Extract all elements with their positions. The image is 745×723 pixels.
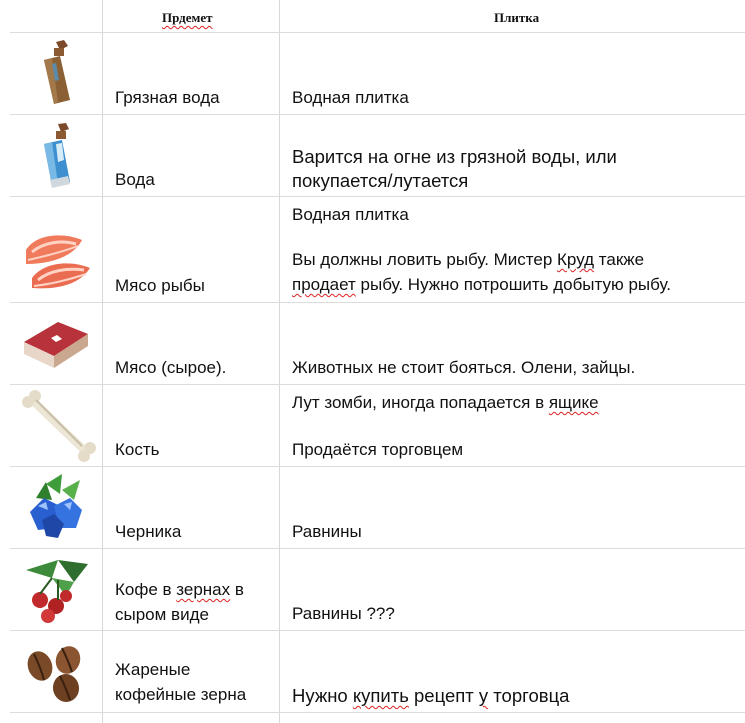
tile-description <box>292 390 737 462</box>
table-row <box>0 384 745 466</box>
item-name-line: кофейные зерна <box>115 685 247 704</box>
clean-water-bottle-icon <box>18 120 98 192</box>
table-row <box>0 302 745 384</box>
tile-description: Нужно купить рецепт у торговца <box>292 685 570 706</box>
tile-description: Животных не стоит бояться. Олени, зайцы. <box>292 358 636 377</box>
column-header-item <box>162 10 213 26</box>
tile-description: Равнины <box>292 522 362 541</box>
tile-description-line: Лут зомби, иногда попадается в ящике <box>292 393 599 412</box>
column-header-item-label: Прдемет <box>162 10 213 25</box>
item-name: Вода <box>115 170 155 189</box>
table-row <box>0 548 745 630</box>
tile-description: Водная плитка <box>292 88 409 107</box>
table-row <box>0 466 745 548</box>
table-row <box>0 114 745 196</box>
item-name: Мясо (сырое). <box>115 358 227 377</box>
tile-description-line: Водная плитка <box>292 205 409 224</box>
tile-description <box>292 145 737 193</box>
item-name-line: сыром виде <box>115 605 209 624</box>
table-row <box>0 32 745 114</box>
fish-meat-icon <box>18 226 98 296</box>
tile-description-line: продает рыбу. Нужно потрошить добытую рыбу. <box>292 275 672 294</box>
tile-description-line: Варится на огне из грязной воды, или <box>292 146 617 167</box>
item-name <box>115 657 275 707</box>
bone-icon <box>18 390 98 462</box>
tile-description: Равнины ??? <box>292 604 395 623</box>
tile-description-line: Продаётся торговцем <box>292 440 464 459</box>
item-name: Кость <box>115 440 160 459</box>
tile-description <box>292 202 737 297</box>
table-row <box>0 630 745 712</box>
dirty-water-bottle-icon <box>18 38 98 110</box>
blueberry-icon <box>18 472 98 544</box>
row-divider <box>10 712 745 713</box>
column-header-tile: Плитка <box>494 10 540 25</box>
item-name: Мясо рыбы <box>115 276 205 295</box>
item-name <box>115 577 275 627</box>
tile-description-line: Вы должны ловить рыбу. Мистер Круд также <box>292 250 645 269</box>
item-name-line: Жареные <box>115 660 191 679</box>
raw-meat-icon <box>18 314 98 374</box>
item-name: Черника <box>115 522 182 541</box>
table-row <box>0 196 745 302</box>
tile-description-line: покупается/лутается <box>292 170 469 191</box>
raw-coffee-beans-icon <box>18 556 98 626</box>
item-name-line: Кофе в зернах в <box>115 580 244 599</box>
item-name: Грязная вода <box>115 88 220 107</box>
roasted-coffee-beans-icon <box>18 640 98 708</box>
